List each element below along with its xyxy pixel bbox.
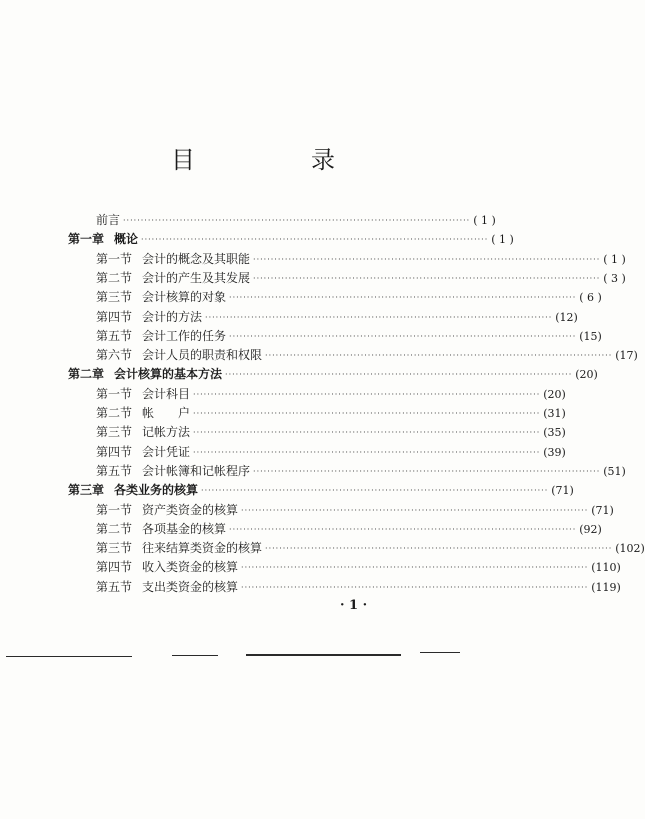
toc-entry-row [96, 327, 602, 346]
dot-leader: ·································································································· [193, 428, 541, 438]
toc-entry-row [96, 520, 602, 539]
toc-entry-number: 第二节 [96, 521, 133, 536]
toc-entry-row [96, 423, 566, 442]
toc-entry-row [96, 462, 626, 481]
toc-entry-page: (20) [543, 387, 566, 401]
toc-entry-page: (71) [591, 503, 614, 517]
toc-entry-number: 第四节 [96, 444, 133, 459]
dot-leader: ·································································································· [205, 312, 553, 322]
bottom-rule-3 [246, 654, 401, 656]
toc-entry-number: 第二节 [96, 270, 133, 285]
toc-entry-row [96, 346, 638, 365]
toc-entry-page: (110) [591, 561, 621, 575]
toc-entry-page: (35) [543, 426, 566, 440]
dot-leader: ·································································································· [253, 254, 601, 264]
toc-entry-page: ( 6 ) [579, 291, 602, 305]
toc-entry-number: 第五节 [96, 463, 133, 478]
toc-entry-page: (71) [551, 484, 574, 498]
dot-leader: ·································································································· [241, 505, 589, 515]
toc-entry-number: 第二节 [96, 406, 133, 420]
toc-entry-number: 第三节 [96, 290, 133, 305]
dot-leader: ·································································································· [193, 389, 541, 399]
toc-entry-row [96, 404, 566, 423]
dot-leader: ·································································································· [265, 351, 613, 361]
toc-chapter-row [68, 230, 514, 249]
toc-entry-page: ( 1 ) [603, 252, 626, 266]
dot-leader: ·································································································· [253, 466, 601, 476]
toc-entry-title: 会计的概念及其职能 [142, 251, 251, 266]
toc-entry-page: (17) [615, 349, 638, 363]
toc-entry-page: (12) [555, 310, 578, 324]
toc-entry-row [96, 501, 614, 520]
toc-entry-page: (15) [579, 329, 602, 343]
dot-leader: ·································································································· [193, 447, 541, 457]
toc-chapter-row [68, 481, 574, 500]
toc-entry-row [96, 211, 496, 230]
dot-leader: ·································································································· [265, 544, 613, 554]
toc-entry-title: 会计人员的职责和权限 [142, 348, 263, 363]
toc-entry-number: 第三节 [96, 425, 133, 440]
toc-entry-number: 第三节 [96, 541, 133, 556]
toc-entry-title: 会计帐簿和记帐程序 [142, 463, 251, 478]
dot-leader: ·································································································· [193, 409, 541, 418]
toc-entry-number: 第三章 [68, 483, 105, 498]
dot-leader: ·································································································· [253, 273, 601, 283]
dot-leader: ·································································································· [229, 331, 577, 341]
page-number: · 1 · [340, 598, 368, 613]
toc-entry-row [96, 269, 626, 288]
toc-chapter-row [68, 365, 598, 384]
toc-entry-number: 第六节 [96, 348, 133, 363]
toc-entry-number: 第四节 [96, 309, 133, 324]
page-title: 目 录 [171, 146, 381, 174]
toc-entry-row [96, 308, 578, 327]
toc-entry-page: (102) [615, 542, 645, 556]
toc-entry-title: 支出类资金的核算 [142, 579, 239, 594]
toc-entry-page: (92) [579, 522, 602, 536]
toc-entry-page: (20) [575, 368, 598, 382]
toc-entry-row [96, 385, 566, 404]
toc-entry-number: 第二章 [68, 367, 105, 382]
toc-entry-row [96, 443, 566, 462]
toc-entry-title: 各类业务的核算 [114, 483, 199, 498]
toc-entry-page: ( 1 ) [473, 214, 496, 227]
toc-entry-row [96, 558, 621, 577]
dot-leader: ·································································································· [241, 582, 589, 592]
dot-leader: ·································································································· [229, 293, 577, 303]
toc-entry-page: (31) [543, 407, 566, 420]
toc-entry-row [96, 288, 602, 307]
toc-entry-page: (51) [603, 464, 626, 478]
toc-entry-number: 第一节 [96, 386, 133, 401]
toc-entry-row [96, 539, 645, 558]
toc-entry-number: 第五节 [96, 328, 133, 343]
dot-leader: ·································································································· [141, 235, 489, 245]
toc-entry-row [96, 250, 626, 269]
toc-entry-title: 会计的方法 [142, 309, 203, 324]
toc-entry-number: 第一节 [96, 251, 133, 266]
toc-entry-page: ( 1 ) [491, 233, 514, 247]
toc-entry-title: 收入类资金的核算 [142, 560, 239, 575]
dot-leader: ·································································································· [241, 563, 589, 573]
dot-leader: ·································································································· [123, 216, 471, 225]
bottom-rule-1 [6, 656, 132, 657]
toc-entry-title: 会计工作的任务 [142, 328, 227, 343]
toc-entry-title: 会计科目 [142, 386, 191, 401]
toc-entry-title: 前言 [96, 213, 121, 227]
toc-entry-title: 帐 户 [142, 406, 191, 420]
toc-entry-page: (119) [591, 580, 621, 594]
toc-entry-title: 会计凭证 [142, 444, 191, 459]
bottom-rule-2 [172, 655, 218, 656]
dot-leader: ·································································································· [225, 370, 573, 380]
toc-entry-title: 记帐方法 [142, 425, 191, 440]
toc-entry-number: 第一章 [68, 232, 105, 247]
dot-leader: ·································································································· [229, 524, 577, 534]
dot-leader: ·································································································· [201, 486, 549, 496]
toc-entry-row [96, 578, 621, 597]
toc-entry-title: 会计的产生及其发展 [142, 270, 251, 285]
toc-entry-number: 第一节 [96, 502, 133, 517]
toc-entry-number: 第四节 [96, 560, 133, 575]
toc-entry-title: 往来结算类资金的核算 [142, 541, 263, 556]
toc-entry-title: 概论 [114, 232, 139, 247]
toc-entry-page: ( 3 ) [603, 271, 626, 285]
toc-entry-title: 资产类资金的核算 [142, 502, 239, 517]
toc-entry-title: 各项基金的核算 [142, 521, 227, 536]
toc-entry-title: 会计核算的对象 [142, 290, 227, 305]
toc-entry-page: (39) [543, 445, 566, 459]
toc-entry-title: 会计核算的基本方法 [114, 367, 223, 382]
bottom-rule-4 [420, 652, 460, 653]
toc-entry-number: 第五节 [96, 579, 133, 594]
